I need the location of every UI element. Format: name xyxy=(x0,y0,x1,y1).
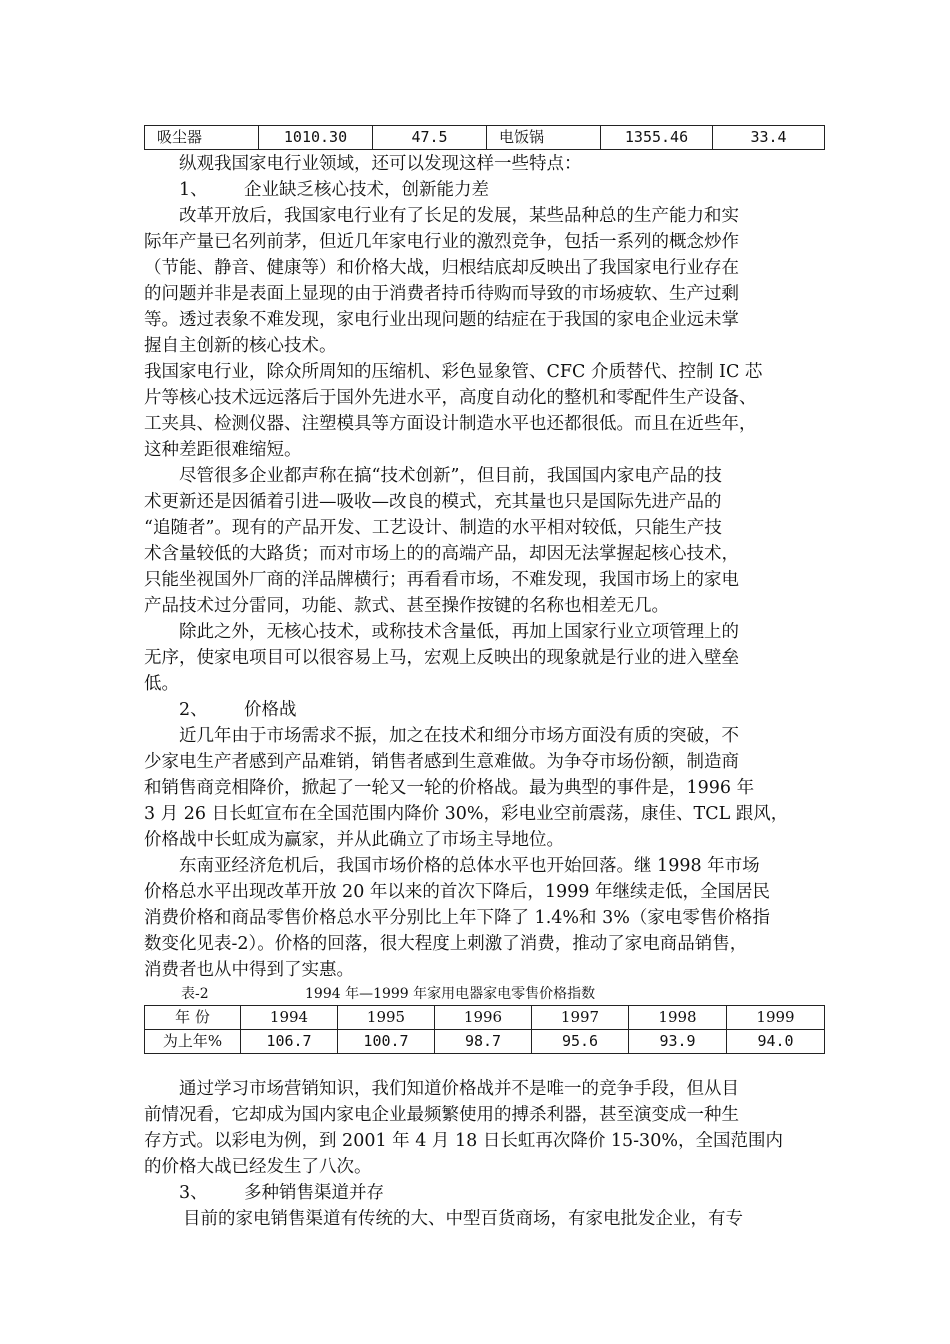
paragraph-line: 消费价格和商品零售价格总水平分别比上年下降了 1.4%和 3%（家电零售价格指 xyxy=(144,908,770,928)
appliance-table xyxy=(144,125,825,150)
paragraph-line: 少家电生产者感到产品难销，销售者感到生意难做。为争夺市场份额，制造商 xyxy=(144,752,739,772)
table-row xyxy=(145,126,825,150)
table-cell: 98.7 xyxy=(435,1030,532,1054)
table-cell: 47.5 xyxy=(373,126,487,150)
section-title: 多种销售渠道并存 xyxy=(244,1183,384,1203)
section-number: 2、 xyxy=(179,700,208,720)
table-cell: 1996 xyxy=(435,1006,532,1030)
paragraph-line: “追随者”。现有的产品开发、工艺设计、制造的水平相对较低，只能生产技 xyxy=(144,518,722,538)
table-cell: 94.0 xyxy=(727,1030,825,1054)
paragraph-line: 尽管很多企业都声称在搞“技术创新”，但目前，我国国内家电产品的技 xyxy=(179,466,722,486)
table-cell: 吸尘器 xyxy=(145,126,259,150)
paragraph-line: （节能、静音、健康等）和价格大战，归根结底却反映出了我国家电行业存在 xyxy=(144,258,739,278)
paragraph-line: 消费者也从中得到了实惠。 xyxy=(144,960,354,980)
paragraph-line: 数变化见表-2）。价格的回落，很大程度上刺激了消费，推动了家电商品销售， xyxy=(144,934,748,954)
paragraph-line: 术更新还是因循着引进—吸收—改良的模式，充其量也只是国际先进产品的 xyxy=(144,492,722,512)
section-title: 企业缺乏核心技术，创新能力差 xyxy=(244,180,489,200)
section-heading xyxy=(179,177,859,203)
paragraph-line: 的价格大战已经发生了八次。 xyxy=(144,1157,372,1177)
paragraph-line: 片等核心技术远远落后于国外先进水平，高度自动化的整机和零配件生产设备、 xyxy=(144,388,757,408)
table-cell: 年 份 xyxy=(145,1006,241,1030)
section-number: 3、 xyxy=(179,1183,208,1203)
paragraph-line: 通过学习市场营销知识，我们知道价格战并不是唯一的竞争手段，但从目 xyxy=(179,1079,739,1099)
paragraph-line: 际年产量已名列前茅，但近几年家电行业的激烈竞争，包括一系列的概念炒作 xyxy=(144,232,739,252)
section-title: 价格战 xyxy=(244,700,297,720)
table-cell: 1994 xyxy=(241,1006,338,1030)
table-cell: 1999 xyxy=(727,1006,825,1030)
paragraph-line: 和销售商竞相降价，掀起了一轮又一轮的价格战。最为典型的事件是，1996 年 xyxy=(144,778,755,798)
paragraph-line: 的问题并非是表面上显现的由于消费者持币待购而导致的市场疲软、生产过剩 xyxy=(144,284,739,304)
table-label: 表-2 xyxy=(181,986,209,1002)
section-heading xyxy=(179,1180,859,1206)
paragraph-line: 术含量较低的大路货；而对市场上的的高端产品，却因无法掌握起核心技术， xyxy=(144,544,739,564)
paragraph-line: 3 月 26 日长虹宣布在全国范围内降价 30%，彩电业空前震荡，康佳、TCL 跟风， xyxy=(144,804,789,824)
paragraph-line: 低。 xyxy=(144,674,179,694)
paragraph-line: 近几年由于市场需求不振，加之在技术和细分市场方面没有质的突破，不 xyxy=(179,726,739,746)
paragraph-line: 除此之外，无核心技术，或称技术含量低，再加上国家行业立项管理上的 xyxy=(179,622,739,642)
table-title: 1994 年—1999 年家用电器家电零售价格指数 xyxy=(305,986,596,1002)
paragraph-line: 价格战中长虹成为赢家，并从此确立了市场主导地位。 xyxy=(144,830,564,850)
section-number: 1、 xyxy=(179,180,208,200)
table-cell: 1998 xyxy=(629,1006,727,1030)
paragraph-line: 前情况看，它却成为国内家电企业最频繁使用的搏杀利器，甚至演变成一种生 xyxy=(144,1105,739,1125)
table-header-row xyxy=(145,1006,825,1030)
table-row xyxy=(145,1030,825,1054)
table-cell: 1995 xyxy=(338,1006,435,1030)
table-cell: 93.9 xyxy=(629,1030,727,1054)
table-cell: 33.4 xyxy=(713,126,825,150)
table-cell: 1355.46 xyxy=(601,126,713,150)
paragraph-line: 这种差距很难缩短。 xyxy=(144,440,302,460)
table-cell: 106.7 xyxy=(241,1030,338,1054)
table-cell: 1997 xyxy=(532,1006,629,1030)
paragraph-line: 产品技术过分雷同，功能、款式、甚至操作按键的名称也相差无几。 xyxy=(144,596,669,616)
paragraph-line: 存方式。以彩电为例，到 2001 年 4 月 18 日长虹再次降价 15-30%，全国范围内 xyxy=(144,1131,783,1151)
price-index-table xyxy=(144,1005,825,1054)
table-caption xyxy=(144,983,824,1005)
table-cell: 1010.30 xyxy=(259,126,373,150)
paragraph-line: 工夹具、检测仪器、注塑模具等方面设计制造水平也还都很低。而且在近些年， xyxy=(144,414,757,434)
paragraph-line: 价格总水平出现改革开放 20 年以来的首次下降后，1999 年继续走低，全国居民 xyxy=(144,882,770,902)
paragraph-line: 我国家电行业，除众所周知的压缩机、彩色显象管、CFC 介质替代、控制 IC 芯 xyxy=(144,362,763,382)
paragraph-line: 握自主创新的核心技术。 xyxy=(144,336,337,356)
intro-text: 纵观我国家电行业领域，还可以发现这样一些特点： xyxy=(179,154,582,174)
paragraph-line: 改革开放后，我国家电行业有了长足的发展，某些品种总的生产能力和实 xyxy=(179,206,739,226)
paragraph-line: 目前的家电销售渠道有传统的大、中型百货商场，有家电批发企业，有专 xyxy=(183,1209,743,1229)
paragraph-line: 无序，使家电项目可以很容易上马，宏观上反映出的现象就是行业的进入壁垒 xyxy=(144,648,739,668)
table-cell: 95.6 xyxy=(532,1030,629,1054)
table-cell: 电饭锅 xyxy=(487,126,601,150)
table-cell: 100.7 xyxy=(338,1030,435,1054)
table-cell: 为上年% xyxy=(145,1030,241,1054)
paragraph-line: 等。透过表象不难发现，家电行业出现问题的结症在于我国的家电企业远未掌 xyxy=(144,310,739,330)
paragraph-line: 只能坐视国外厂商的洋品牌横行；再看看市场，不难发现，我国市场上的家电 xyxy=(144,570,739,590)
section-heading xyxy=(179,697,859,723)
paragraph-line: 东南亚经济危机后，我国市场价格的总体水平也开始回落。继 1998 年市场 xyxy=(179,856,760,876)
